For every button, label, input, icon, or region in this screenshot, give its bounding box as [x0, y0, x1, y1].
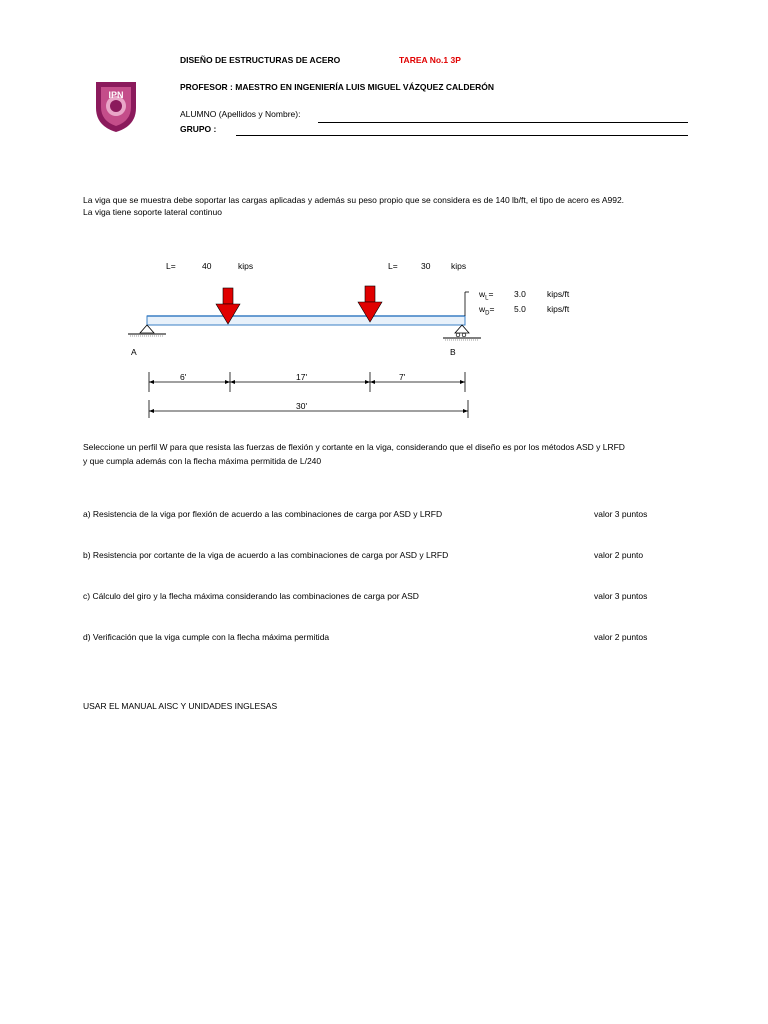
item-d-text: d) Verificación que la viga cumple con la flecha máxima permitida — [83, 632, 330, 642]
wd-value: 5.0 — [514, 304, 526, 314]
item-a-points: valor 3 puntos — [594, 509, 648, 519]
load-1-value: 40 — [202, 261, 212, 271]
support-a-icon — [128, 325, 166, 336]
dimension-lines — [149, 372, 468, 418]
course-title: DISEÑO DE ESTRUCTURAS DE ACERO — [180, 55, 341, 65]
assignment-title: TAREA No.1 3P — [399, 55, 461, 65]
intro-line-1: La viga que se muestra debe soportar las cargas aplicadas y además su peso propio que se considera es de 140 lb/ft, el tipo de acero es A992. — [83, 195, 625, 205]
wd-label: $w_D=$ — [479, 304, 495, 317]
item-d-points: valor 2 puntos — [594, 632, 648, 642]
item-c-points: valor 3 puntos — [594, 591, 648, 601]
dim-7ft: 7' — [399, 372, 406, 382]
load-1-label: L= — [166, 261, 176, 271]
dim-17ft: 17' — [296, 372, 308, 382]
load-2-value: 30 — [421, 261, 431, 271]
dim-30ft: 30' — [296, 401, 308, 411]
intro-line-2: La viga tiene soporte lateral continuo — [83, 207, 222, 217]
support-b-icon — [443, 325, 481, 340]
item-c-text: c) Cálculo del giro y la flecha máxima considerando las combinaciones de carga por ASD — [83, 591, 419, 601]
load-2-label: L= — [388, 261, 398, 271]
beam-body — [147, 316, 465, 325]
load-2-unit: kips — [451, 261, 467, 271]
logo-text: IPN — [108, 90, 124, 100]
wl-label: $w_L=$ — [479, 289, 494, 302]
item-b-text: b) Resistencia por cortante de la viga de acuerdo a las combinaciones de carga por ASD y LRFD — [83, 550, 449, 560]
wl-value: 3.0 — [514, 289, 526, 299]
support-b-label: B — [450, 347, 456, 357]
footer-note: USAR EL MANUAL AISC Y UNIDADES INGLESAS — [83, 701, 278, 711]
student-label: ALUMNO (Apellidos y Nombre): — [180, 109, 301, 119]
wl-unit: kips/ft — [547, 289, 570, 299]
support-a-label: A — [131, 347, 137, 357]
instructions-line-1: Seleccione un perfil W para que resista las fuerzas de flexión y cortante en la viga, considerando que el diseño es por los métodos ASD y LRFD — [83, 442, 625, 452]
dimension-arrowheads — [149, 380, 468, 413]
professor-line: PROFESOR : MAESTRO EN INGENIERÍA LUIS MIGUEL VÁZQUEZ CALDERÓN — [180, 82, 495, 92]
item-a-text: a) Resistencia de la viga por flexión de acuerdo a las combinaciones de carga por ASD y LRFD — [83, 509, 443, 519]
group-label: GRUPO : — [180, 124, 217, 134]
dim-6ft: 6' — [180, 372, 187, 382]
item-b-points: valor 2 punto — [594, 550, 644, 560]
load-1-unit: kips — [238, 261, 254, 271]
wd-unit: kips/ft — [547, 304, 570, 314]
instructions-line-2: y que cumpla además con la flecha máxima permitida de L/240 — [83, 456, 322, 466]
